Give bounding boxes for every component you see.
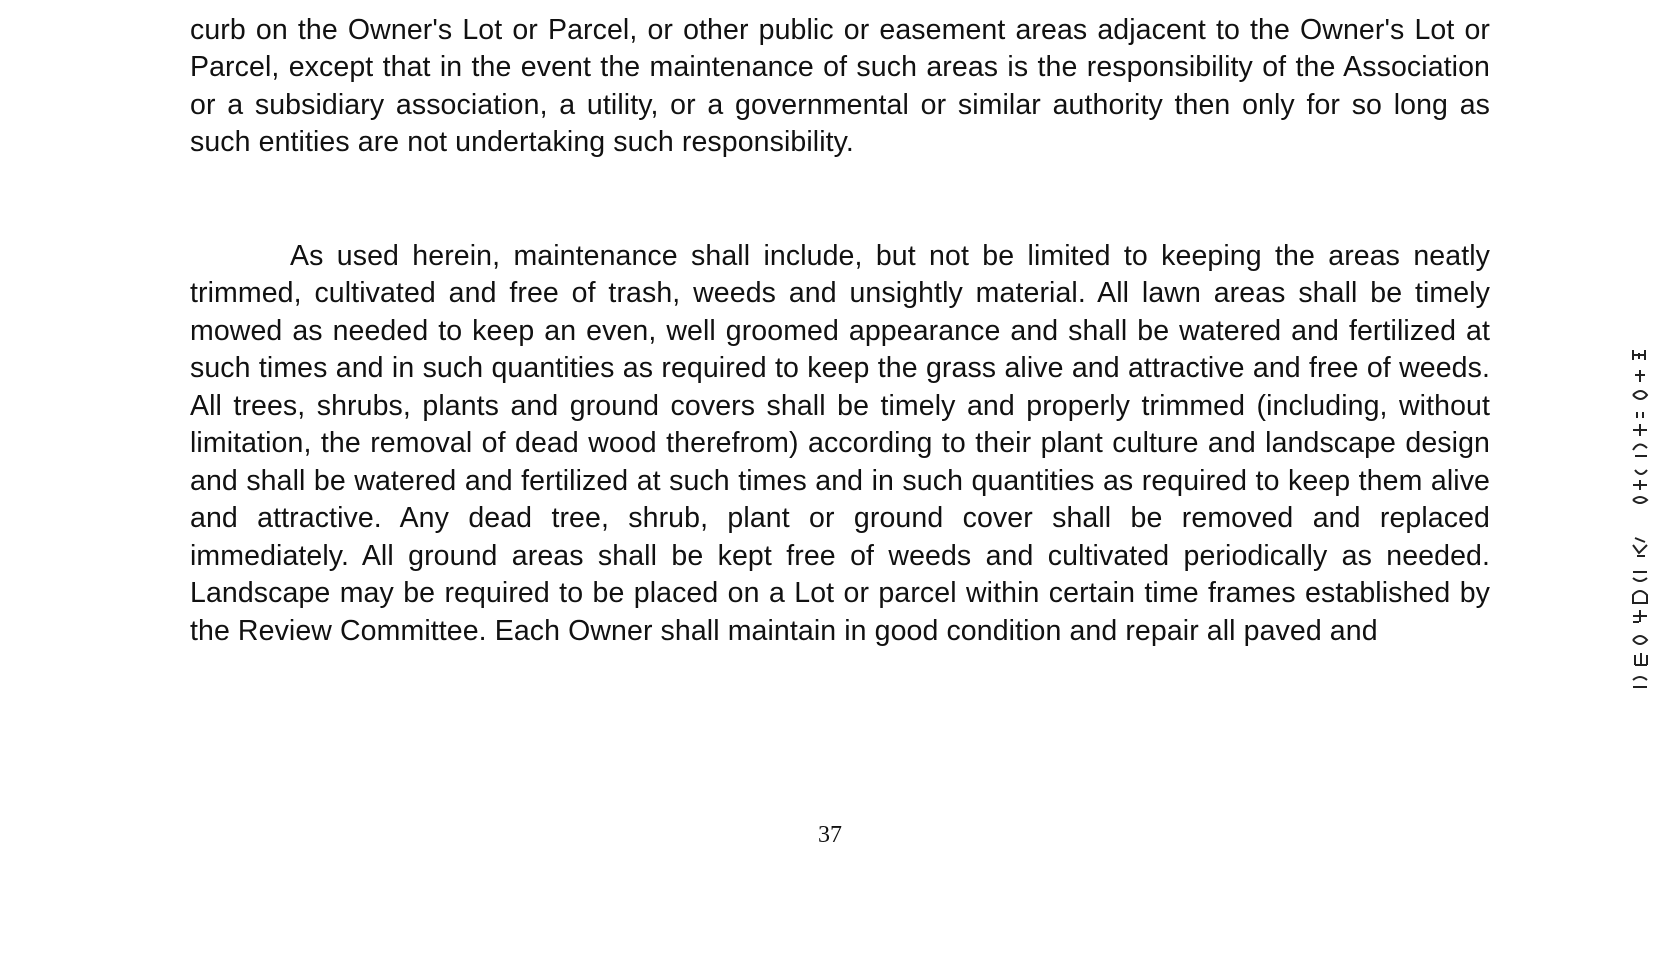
paragraph-maintenance: As used herein, maintenance shall include, but not be limited to keeping the areas neatly trimmed, cultivated and free of trash, weeds and unsightly material. All lawn areas shall be timely mowed as needed to keep an even, well groomed appearance and shall be watered and fertilized at such times and in such quantities as required to keep the grass alive and attractive and free of weeds. All trees, shrubs, plants and ground covers shall be timely and properly trimmed (including, without limitation, the removal of dead wood therefrom) according to their plant culture and landscape design and shall be watered and fertilized at such times and in such quantities as required to keep them alive and attractive. Any dead tree, shrub, plant or ground cover shall be removed and replaced immediately. All ground areas shall be kept free of weeds and cultivated periodically as needed. Landscape may be required to be placed on a Lot or parcel within certain time frames established by the Review Committee. Each Owner shall maintain in good condition and repair all paved and [190,239,1490,647]
recording-stamp-icon [1625,350,1661,695]
paragraph-top: curb on the Owner's Lot or Parcel, or other public or easement areas adjacent to the Owner's Lot or Parcel, except that in the event the maintenance of such areas is the responsibility of the Association or a subsidiary association, a utility, or a governmental or similar authority then only for so long as such entities are not undertaking such responsibility. [190,13,1490,158]
page-number: 37 [818,822,842,848]
